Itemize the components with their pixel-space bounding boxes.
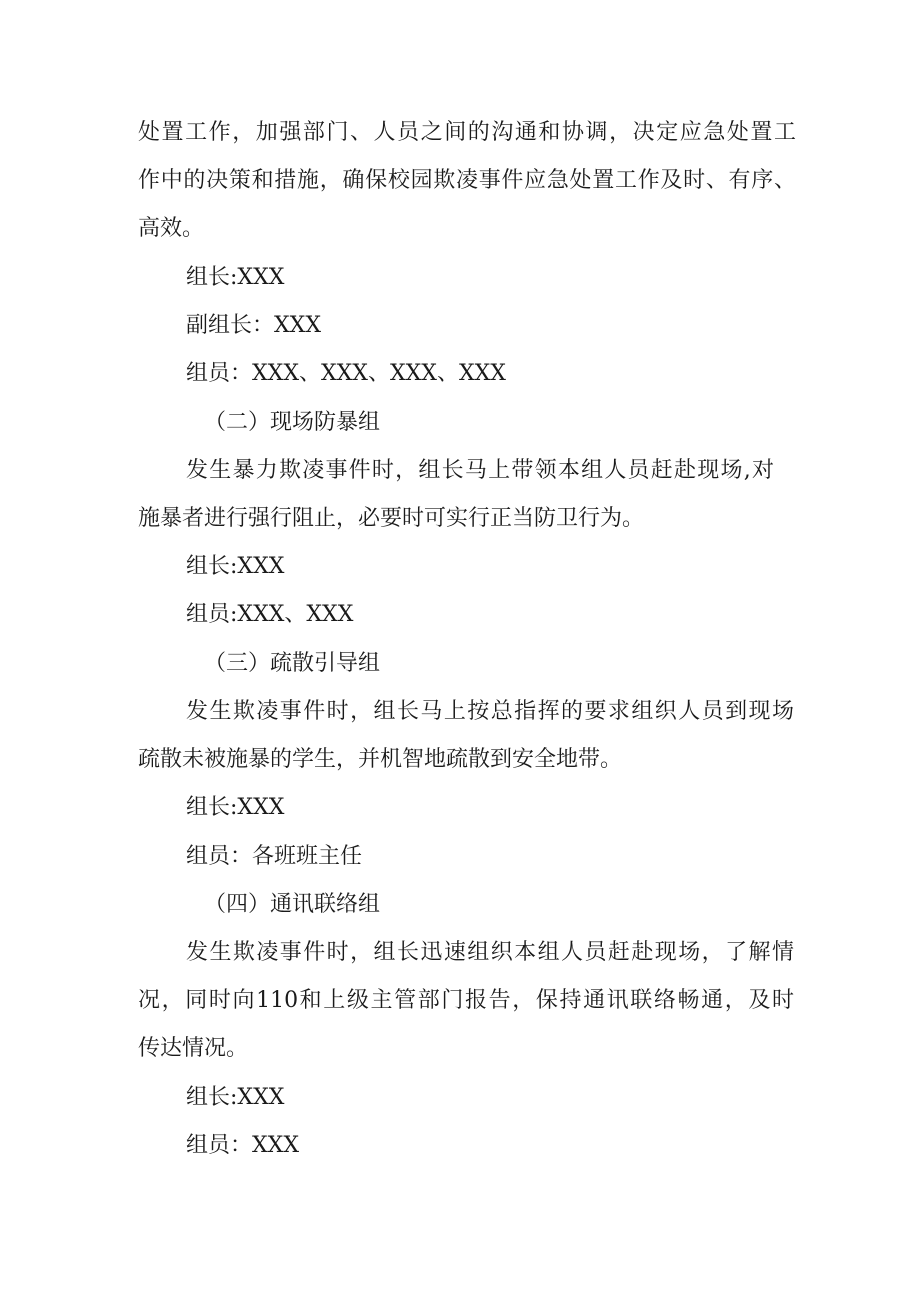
paragraph-line: 处置工作，加强部门、人员之间的沟通和协调，决定应急处置工 — [138, 120, 796, 145]
paragraph-line: 发生暴力欺凌事件时，组长马上带领本组人员赶赴现场,对 — [186, 458, 774, 483]
group-leader-line: 组长:XXX — [186, 265, 285, 290]
group-members-line: 组员:XXX、XXX — [186, 602, 354, 627]
group-leader-line: 组长:XXX — [186, 795, 285, 820]
paragraph-line: 作中的决策和措施，确保校园欺凌事件应急处置工作及时、有序、 — [138, 168, 796, 193]
deputy-leader-line: 副组长：XXX — [186, 313, 321, 338]
group-members-line: 组员：各班班主任 — [186, 844, 363, 869]
paragraph-line: 发生欺凌事件时，组长迅速组织本组人员赶赴现场，了解情 — [186, 940, 794, 965]
group-leader-line: 组长:XXX — [186, 554, 285, 579]
section-heading: （二）现场防暴组 — [204, 410, 381, 435]
group-members-line: 组员：XXX、XXX、XXX、XXX — [186, 361, 506, 386]
paragraph-line: 疏散未被施暴的学生，并机智地疏散到安全地带。 — [138, 747, 623, 772]
section-heading: （四）通讯联络组 — [204, 892, 381, 917]
paragraph-line: 高效。 — [138, 216, 205, 241]
paragraph-line: 发生欺凌事件时，组长马上按总指挥的要求组织人员到现场 — [186, 699, 794, 724]
group-leader-line: 组长:XXX — [186, 1085, 285, 1110]
section-heading: （三）疏散引导组 — [204, 651, 381, 676]
paragraph-line: 况，同时向110和上级主管部门报告，保持通讯联络畅通，及时 — [138, 988, 794, 1013]
paragraph-line: 传达情况。 — [138, 1036, 249, 1061]
paragraph-line: 施暴者进行强行阻止，必要时可实行正当防卫行为。 — [138, 506, 645, 531]
group-members-line: 组员：XXX — [186, 1133, 299, 1158]
